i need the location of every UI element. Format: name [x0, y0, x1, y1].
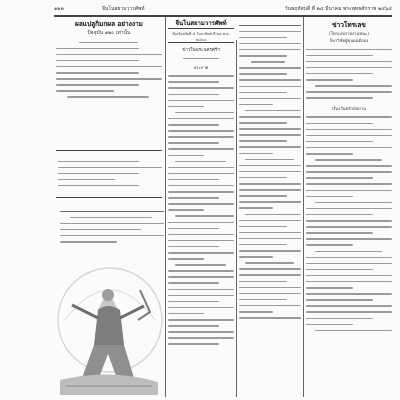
header-rule [54, 15, 392, 17]
header-date-line: วันพฤหัสบดี ที่ ๒๔ มีนาคม พระพุทธศักราช ๒๔๖๔ [284, 6, 392, 12]
masthead-subtitle: ชื่อเชิงสมัยที่ ๕ วันอาทิตย์ ที่ ๒๔ พ.ศ. ๒๔๖๔ [172, 32, 230, 41]
left-top-block [56, 19, 162, 121]
section-label-2: ประกาศ [193, 64, 209, 70]
left-top-subtitle: ปัจจุบัน ๑๒๐ เท่านั้น [87, 30, 131, 36]
right-title: ข่าวโทรเลข [332, 21, 366, 29]
page-number: ๑๒๒ [54, 6, 64, 12]
notice-top-rule [56, 150, 162, 151]
column-divider-3 [303, 17, 304, 397]
notice-block [58, 156, 162, 196]
middle-left-column [168, 46, 234, 396]
page-header [54, 4, 392, 14]
advertisement-text [60, 206, 164, 252]
left-top-title: ผลแปลูกิมกผล อย่างงาม [75, 20, 143, 28]
notice-bottom-rule [56, 197, 162, 198]
right-subtitle: (โทรเลขรายงานชนะ) [329, 31, 369, 36]
column-divider-2 [236, 40, 237, 397]
deity-illustration [40, 250, 170, 400]
header-paper-name: จีนโนสยามวารศัพท์ [102, 6, 145, 12]
section-label: ข่าวในพระนครศรีฯ [182, 48, 220, 53]
middle-right-column [239, 20, 301, 396]
masthead-title: จีนโนสยามวารศัพท์ [175, 20, 227, 27]
right-sub2: ก็ดาวิชัยผู้ขุนยนต์สอง [329, 38, 369, 43]
masthead-sub [168, 31, 234, 41]
right-section-label: เรื่องวันตรักษ์สถาน [331, 105, 367, 111]
right-column [306, 20, 392, 396]
